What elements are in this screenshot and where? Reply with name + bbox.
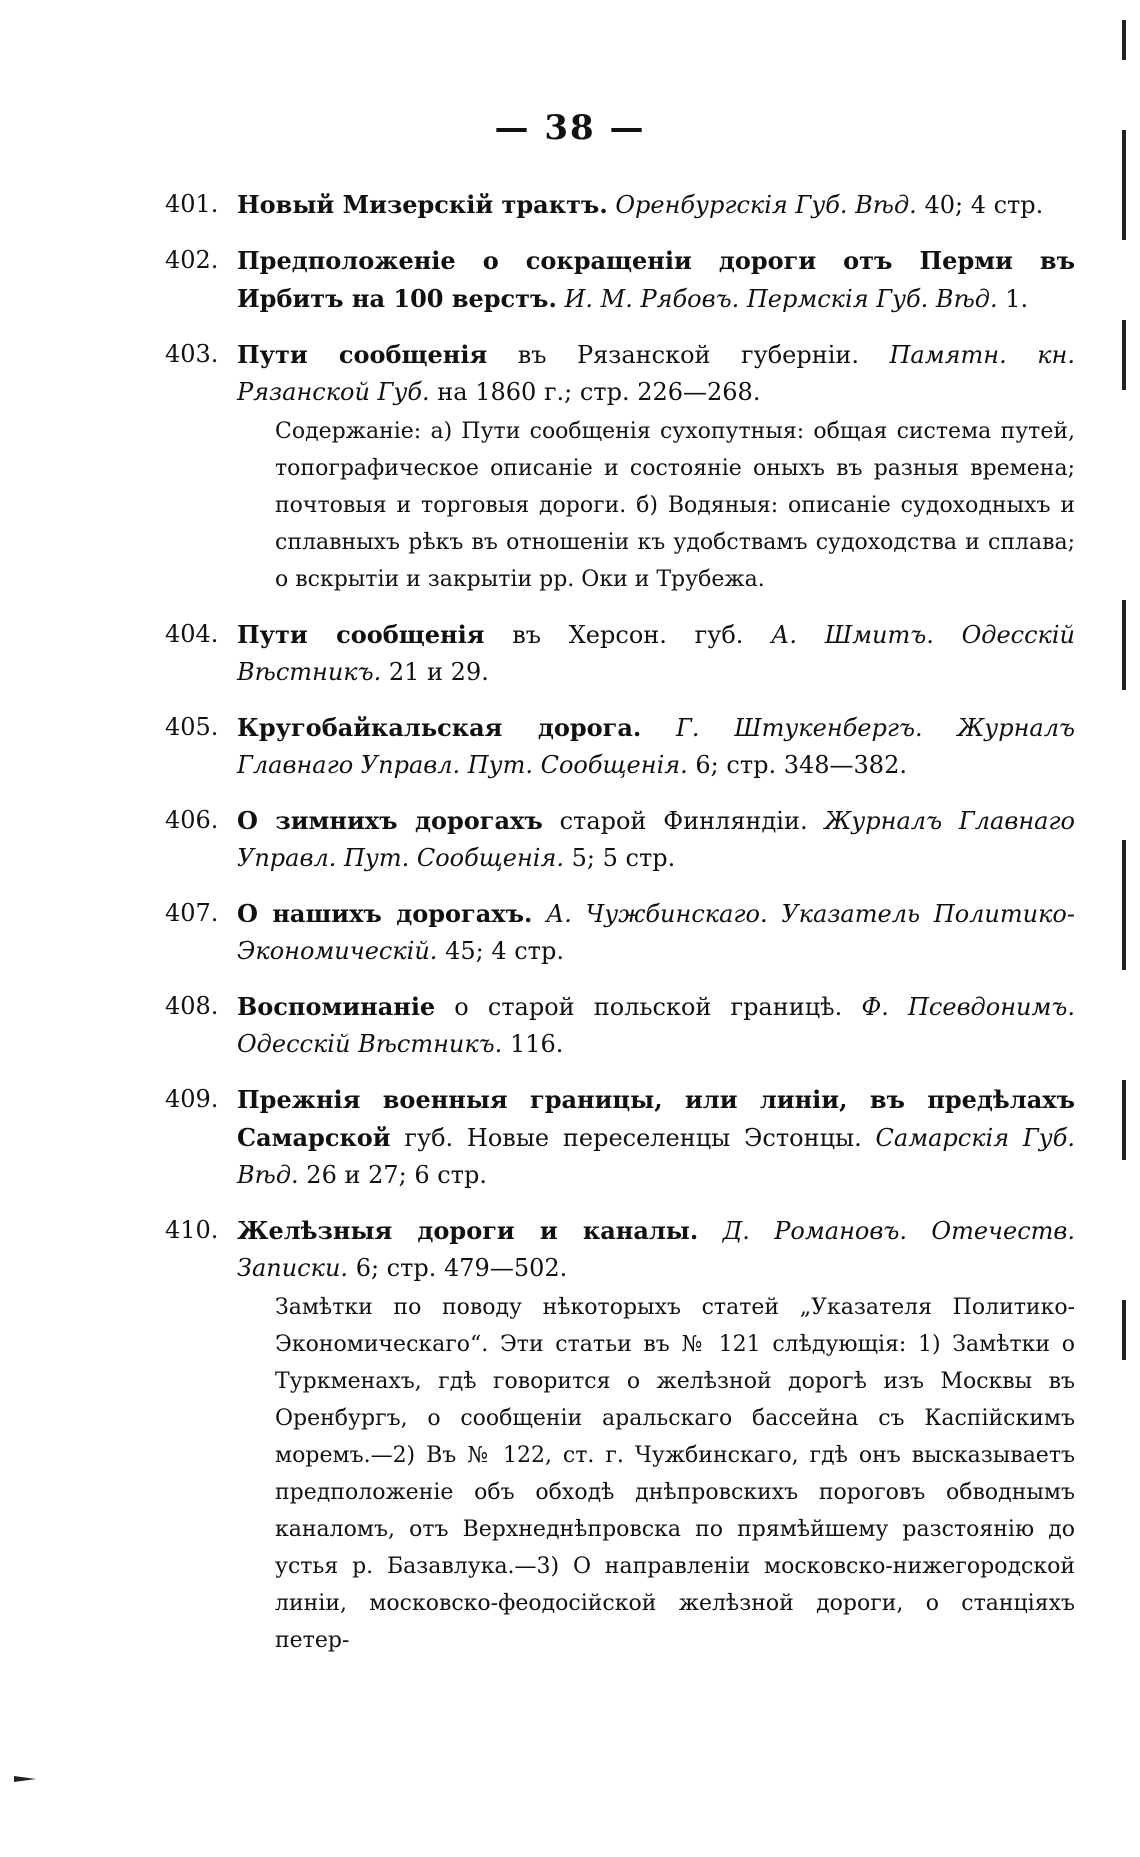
list-item [165, 988, 1075, 1063]
entry-number: 402. [165, 246, 219, 274]
entry-note: Содержаніе: а) Пути сообщенія сухопутныя: общая система путей, топографическое описаніе и состояніе оныхъ въ разныя времена; почтовыя и торговыя дороги. б) Водяныя: описаніе судоходныхъ и сплавныхъ рѣкъ въ отношеніи къ удобствамъ судоходства и сплава; о вскрытіи и закрытіи рр. Оки и Трубежа. [275, 419, 1075, 592]
entry-details: 6; стр. 348—382. [695, 751, 907, 779]
entry-details: 1. [1005, 285, 1029, 313]
entry-text [237, 616, 1075, 691]
scan-edge-line [1122, 20, 1126, 60]
entry-source: Указатель Политико-Экономическій. [237, 900, 1075, 965]
entry-source: Журналъ Главнаго Управл. Пут. Сообщенія. [237, 714, 1075, 779]
entry-title: О зимнихъ дорогахъ [237, 806, 543, 835]
entry-author: А. Чужбинскаго. [546, 900, 768, 928]
entry-title: Желѣзныя дороги и каналы. [237, 1216, 699, 1245]
entry-title: Предположеніе о сокращеніи дороги отъ Перми въ Ирбитъ на 100 верстъ. [237, 246, 1075, 313]
scan-edge-line [1122, 1080, 1126, 1160]
entry-details: 26 и 27; 6 стр. [306, 1161, 487, 1189]
entry-source: Пермскія Губ. Вѣд. [746, 285, 998, 313]
entry-author: А. Шмитъ. [771, 621, 934, 649]
entry-source: Одесскій Вѣстникъ. [237, 1030, 503, 1058]
entry-source: Самарскія Губ. Вѣд. [237, 1124, 1075, 1189]
entry-plain: въ Херсон. губ. [512, 621, 744, 649]
entry-title: О нашихъ дорогахъ. [237, 899, 533, 928]
list-item [165, 895, 1075, 970]
entry-details: 45; 4 стр. [445, 937, 564, 965]
entry-number: 406. [165, 806, 219, 834]
entry-details: 116. [509, 1030, 564, 1058]
entry-plain: о старой польской границѣ. [454, 993, 843, 1021]
list-item [165, 1212, 1075, 1287]
entry-details: на 1860 г.; стр. 226—268. [437, 378, 761, 406]
list-item [165, 186, 1075, 224]
entry-details: 21 и 29. [388, 658, 489, 686]
scan-edge-line [1122, 320, 1126, 390]
entry-source: Оренбургскія Губ. Вѣд. [615, 191, 917, 219]
entry-author: Ф. Псевдонимъ. [861, 993, 1075, 1021]
entry-text [237, 802, 1075, 877]
entry-details: 40; 4 стр. [924, 191, 1044, 219]
entry-note: Замѣтки по поводу нѣкоторыхъ статей „Указателя Политико-Экономическаго“. Эти статьи въ № 121 слѣдующія: 1) Замѣтки о Туркменахъ, гдѣ говорится о желѣзной дорогѣ изъ Москвы въ Оренбургъ, о сообщеніи аральскаго бассейна съ Каспійскимъ моремъ.—2) Въ № 122, ст. г. Чужбинскаго, гдѣ онъ высказываетъ предположеніе объ обходѣ днѣпровскихъ пороговъ обводнымъ каналомъ, отъ Верхнеднѣпровска по прямѣйшему разстоянію до устья р. Базавлука.—3) О направленіи московско-нижегородской линіи, московско-феодосійской желѣзной дороги, о станціяхъ петер- [275, 1295, 1075, 1653]
page-number: — 38 — [494, 108, 646, 148]
entry-source: Отечеств. Записки. [237, 1217, 1075, 1282]
entry-title: Кругобайкальская дорога. [237, 713, 642, 742]
entry-number: 403. [165, 340, 219, 368]
entry-title: Прежнія военныя границы, или линіи, въ предѣлахъ Самарской [237, 1085, 1075, 1152]
entry-author: Г. Штукенбергъ. [675, 714, 923, 742]
entry-title: Пути сообщенія [237, 620, 485, 649]
entry-number: 408. [165, 992, 219, 1020]
list-item [165, 802, 1075, 877]
scan-edge-line [1122, 600, 1126, 690]
entry-title: Пути сообщенія [237, 340, 488, 369]
entry-plain: губ. Новые переселенцы Эстонцы. [404, 1124, 862, 1152]
bibliography-list [165, 186, 1075, 1659]
list-item [165, 336, 1075, 411]
entry-text [237, 895, 1075, 970]
list-item [165, 709, 1075, 784]
entry-number: 401. [165, 190, 219, 218]
scan-edge-line [1122, 840, 1126, 970]
entry-number: 410. [165, 1216, 219, 1244]
entry-number: 409. [165, 1085, 219, 1113]
entry-source: Журналъ Главнаго Управл. Пут. Сообщенія. [237, 807, 1076, 872]
list-item [165, 242, 1075, 318]
entry-text [237, 186, 1075, 224]
list-item [165, 616, 1075, 691]
entry-source: Памятн. кн. Рязанской Губ. [237, 341, 1075, 406]
entry-title: Воспоминаніе [237, 992, 436, 1021]
entry-number: 407. [165, 899, 219, 927]
entry-title: Новый Мизерскій трактъ. [237, 190, 608, 219]
entry-plain: въ Рязанской губерніи. [517, 341, 860, 369]
entry-source: Одесскій Вѣстникъ. [237, 621, 1076, 686]
entry-text [237, 336, 1075, 411]
entry-text [237, 988, 1075, 1063]
entry-text [237, 709, 1075, 784]
entry-details: 5; 5 стр. [571, 844, 676, 872]
scan-edge-line [1122, 130, 1126, 240]
entry-text [237, 1212, 1075, 1287]
entry-author: И. М. Рябовъ. [564, 285, 740, 313]
entry-text [237, 242, 1075, 318]
entry-plain: старой Финляндіи. [559, 807, 808, 835]
scan-mark [14, 1776, 36, 1782]
entry-number: 404. [165, 620, 219, 648]
list-item [165, 1081, 1075, 1194]
scan-edge-line [1122, 1300, 1126, 1360]
entry-author: Д. Романовъ. [722, 1217, 907, 1245]
entry-number: 405. [165, 713, 219, 741]
entry-details: 6; стр. 479—502. [355, 1254, 568, 1282]
entry-text [237, 1081, 1075, 1194]
